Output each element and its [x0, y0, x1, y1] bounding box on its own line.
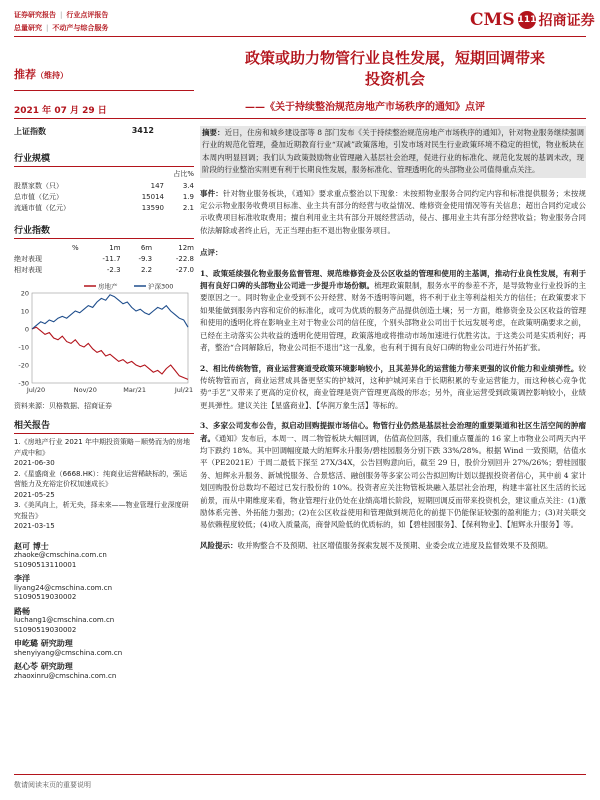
- cell: -11.7: [102, 254, 121, 263]
- y-tick-label: 0: [24, 325, 29, 334]
- event-text: 针对物业服务板块，《通知》要求重点整治以下现象：未按照物业服务合同约定内容和标准提供服务；未按规定公示物业服务收费项目标准、业主共有部分的经营与收益情况、维修资金使用情况等有关信息；超出合同约定或公示收费项目标准收取费用；擅自利用业主共有部分开展经营活动，侵占、挪用业主共有部分经营收益；物业服务合同依法解除或者终止后，无正当理由拒不退出物业服务项目。: [200, 188, 586, 235]
- col-header: 6m: [140, 243, 153, 252]
- table-row: [14, 202, 194, 213]
- x-tick-label: Nov/20: [73, 386, 97, 394]
- event-block: [200, 188, 586, 238]
- report-subtitle: ——《关于持续整治规范房地产市场秩序的通知》点评: [245, 102, 485, 113]
- header-tags-line1: 证券研究报告 | 行业点评报告: [14, 11, 109, 19]
- related-report-item[interactable]: [14, 500, 194, 532]
- main-content: [200, 126, 586, 552]
- row-label: 总市值（亿元）: [14, 192, 63, 201]
- row-label: 股票家数（只）: [14, 181, 63, 190]
- sector-name: 不动产与综合服务: [52, 24, 109, 32]
- rating: [14, 66, 68, 82]
- analyst-contact: [14, 542, 194, 571]
- y-tick-label: -20: [18, 361, 29, 370]
- x-tick-label: Jul/20: [26, 386, 46, 394]
- logo-cms-text: CMS: [470, 10, 515, 30]
- report-title: [200, 48, 590, 90]
- col-header: 12m: [178, 243, 194, 252]
- analyst-list: [14, 542, 194, 682]
- related-report-date: 2021-06-30: [14, 459, 55, 467]
- table-row: [14, 264, 194, 275]
- abstract-label: 摘要：: [202, 128, 225, 137]
- related-report-item[interactable]: [14, 469, 194, 501]
- row-label: 流通市值（亿元）: [14, 203, 70, 212]
- title-divider: [14, 118, 586, 119]
- comment-heading: 2、相比传统物管，商业运营赛道受政策环境影响较小，且其差异化的运营能力带来更强的议价能力和业绩弹性。: [200, 363, 579, 373]
- pct-header: 占比%: [173, 170, 194, 178]
- index-row: [14, 126, 194, 137]
- comment-item: [200, 420, 586, 532]
- row-value: 15014: [141, 192, 164, 201]
- comments-label: 点评：: [200, 248, 223, 258]
- analyst-name: 申屹璐 研究助理: [14, 639, 73, 648]
- row-value: 13590: [141, 203, 164, 212]
- industry-table: [14, 180, 194, 213]
- related-report-text: 2.《星盛商业（6668.HK）：纯商业运营稀缺标的，强运营能力及充裕定价权加速成长》: [14, 469, 188, 488]
- y-tick-label: -10: [18, 343, 29, 352]
- header-divider: [14, 36, 586, 37]
- y-tick-label: 10: [20, 307, 29, 316]
- table-row: [14, 191, 194, 202]
- rating-divider: [14, 90, 194, 91]
- analyst-cert: S1090519030002: [14, 625, 77, 634]
- row-pct: 2.1: [182, 203, 194, 212]
- analyst-email[interactable]: liyang24@cmschina.com.cn: [14, 583, 113, 592]
- analyst-name: 赵心苓 研究助理: [14, 662, 73, 671]
- cell: -9.3: [138, 254, 153, 263]
- title-line-2: 投资机会: [364, 70, 425, 88]
- comment-item: [200, 268, 586, 355]
- row-label: 相对表现: [14, 265, 42, 274]
- report-type: 证券研究报告: [14, 11, 56, 19]
- comment-item: [200, 363, 586, 413]
- left-sidebar: [14, 126, 194, 681]
- analyst-contact: [14, 662, 194, 681]
- industry-scale-title: 行业规模: [14, 154, 51, 164]
- related-report-date: 2021-05-25: [14, 490, 55, 499]
- rating-label: 推荐: [14, 68, 36, 81]
- related-list: [14, 437, 194, 532]
- cell: -27.0: [175, 265, 194, 274]
- related-divider: [14, 433, 194, 434]
- research-category: 总量研究: [14, 24, 42, 32]
- row-value: 147: [150, 181, 164, 190]
- related-reports-title: 相关报告: [14, 421, 51, 431]
- footer-note: 敬请阅读末页的重要说明: [14, 781, 91, 789]
- y-tick-label: 20: [20, 289, 29, 298]
- analyst-cert: S1090519030002: [14, 593, 77, 601]
- company-logo: [470, 10, 595, 30]
- title-line-1: 政策或助力物管行业良性发展，短期回调带来: [244, 49, 545, 67]
- industry-divider: [14, 166, 194, 167]
- comment-text: 较传统物管而言，商业运营成具备更坚实的护城河，这种护城河来自于长期积累的专业运营能力，而这种核心竞争优势“手艺”又带来了更高的定价权，商业管理是资产管理更高级的形态；另外，商业运营受到政策调控影响较小，业绩更具弹性。建议关注【星盛商业】、【华润万象生活】等标的。: [200, 363, 586, 410]
- analyst-contact: [14, 639, 194, 658]
- comments-block: [200, 247, 586, 532]
- risk-text: 收并购整合不及预期、社区增值服务探索发展不及预期、业委会成立进度及监督效果不及预期。: [237, 540, 553, 550]
- performance-table: [14, 242, 194, 275]
- analyst-name: 李洋: [14, 574, 30, 583]
- cell: 2.2: [140, 265, 153, 274]
- industry-index-title: 行业指数: [14, 226, 51, 236]
- analyst-contact: [14, 574, 194, 603]
- row-label: 绝对表现: [14, 254, 42, 263]
- series-line: [32, 295, 188, 329]
- analyst-email[interactable]: zhaoke@cmschina.com.cn: [14, 551, 107, 559]
- related-report-item[interactable]: [14, 437, 194, 469]
- table-row: [14, 253, 194, 264]
- analyst-email[interactable]: luchang1@cmschina.com.cn: [14, 616, 115, 624]
- performance-divider: [14, 238, 194, 239]
- col-header: %: [72, 243, 79, 252]
- logo-chinese-text: 招商证券: [538, 13, 595, 29]
- x-tick-label: Mar/21: [123, 386, 147, 394]
- cell: -2.3: [106, 265, 121, 274]
- rating-sub: （维持）: [36, 71, 68, 80]
- analyst-email[interactable]: shenyiyang@cmschina.com.cn: [14, 648, 123, 657]
- report-date: 2021 年 07 月 29 日: [14, 106, 107, 116]
- analyst-contact: [14, 607, 194, 636]
- performance-chart: [14, 279, 194, 397]
- index-label: 上证指数: [14, 127, 46, 136]
- event-label: 事件：: [200, 188, 223, 198]
- footer-divider: [14, 774, 586, 775]
- row-pct: 3.4: [182, 181, 194, 190]
- col-header: 1m: [109, 243, 121, 252]
- table-row: [14, 180, 194, 191]
- related-report-date: 2021-03-15: [14, 522, 55, 530]
- analyst-name: 赵可 博士: [14, 541, 49, 551]
- abstract-text: 近日，住房和城乡建设部等 8 部门发布《关于持续整治规范房地产市场秩序的通知》，针对物业服务继续强调行业的规范化管理，叠加近期教育行业“双减”政策落地，引发市场对民生行业政策环境不稳定的担忧，物业板块在本周内明显回调；我们认为政策鼓励物业管理融入基层社会治理，促进行业的标准化、规范化发展的基调未改，现阶段的行业整治实则更有利于长期良性发展，服务标准化、管理透明化的头部物业公司值得重点关注。: [202, 128, 584, 175]
- chart-source: 资料来源：贝格数据、招商证券: [14, 402, 112, 410]
- row-pct: 1.9: [182, 192, 194, 201]
- header-tags-line2: 总量研究 | 不动产与综合服务: [14, 24, 109, 32]
- analyst-cert: S1090513110001: [14, 560, 77, 569]
- analyst-email[interactable]: zhaoxinru@cmschina.com.cn: [14, 671, 117, 680]
- analyst-name: 路畅: [14, 606, 30, 616]
- related-report-text: 3.《美风向上，析无央，择未来——物业管理行业深度研究报告》: [14, 501, 189, 520]
- legend-label: 沪深300: [148, 282, 174, 291]
- cell: -22.8: [175, 254, 194, 263]
- comment-text: 梳理政策限制，服务水平的参差不齐，是导致物业行业投诉的主要原因之一。同时物业企业受到不公开经营、财务不透明等问题，将不利于业主等利益相关方的信任；在政策要求下如果能做到服务内容和定价的标准化，或可为优质的服务产品提供创造土壤；另一方面，维修资金及公区收益的管理和使用的透明化将在影响业主对于物业公司的信任度，个别头部物业公司出于长远发展考虑，在政策明确要求之前，已经在主动落实公共收益的透明化使用管理，政策落地或将推动市场加速进行优胜劣汰。于这类公司是实质利好；再者，整治“合同解除后，物业公司拒不退出”这一乱象，也有利于拥有良好口碑的物业公司进行外拓扩张。: [200, 281, 586, 353]
- risk-label: 风险提示：: [200, 540, 238, 550]
- comment-heading: 3、多家公司发布公告，拟启动回购提振市场信心。物管行业仍然是基层社会治理的重要渠道和社区生活空间的肿瘤者。: [200, 421, 586, 443]
- abstract-block: [200, 126, 586, 178]
- report-subtype: 行业点评报告: [66, 11, 109, 19]
- logo-mark-icon: 111: [518, 11, 536, 29]
- y-tick-label: -30: [18, 379, 29, 388]
- legend-label: 房地产: [98, 282, 118, 291]
- related-report-text: 1.《房地产行业 2021 年中期投资策略－顺势而为的房地产成中和》: [14, 438, 190, 457]
- comment-text: 《通知》发布后，本周一、周二物管板块大幅回调，估值高位回落，我们重点覆盖的 16 家上市物业公司两天内平均下跌约 18%。其中回调幅度最大的旭辉永升服务/碧桂园服务分别下跌 33%/28%。根据 Wind 一致预期，估值水平（PE2021E）于周二最低下探至 27X/34X，公告回购意向后，截至 29 日，股价分别回升 27%/26%；碧桂园服务、旭辉永升服务、新城悦服务、合景悠活、融创服务等多家公司公告拟回购计划以提振投资者信心，其中前 4 家计划回购股份总数均不超过已发行股份的 10%。投资者应关注物管板块融入基层社会治理，构建丰富社区生活的长远前景，而从中期维度来看，物业管理行业仍处在业绩高增长阶段，短期回调反而带来投资机会，建议重点关注：(1)激励体系完善、外拓能力强劲；(2)在公区收益使用和管理做到规范化的前提下仍能保证较强的盈利能力；(3)对关联交易依赖程度较低；(4)收入质量高，商誉风险低的优质标的，如【碧桂园服务】、【保利物业】、【旭辉永升服务】等。: [200, 433, 587, 530]
- table-header-row: [14, 242, 194, 253]
- comment-heading: 1、政策延续强化物业服务监督管理、规范维修资金及公区收益的管理和使用的主基调，推动行业良性发展，有利于拥有良好口碑的头部物业公司进一步提升市场份额。: [200, 268, 586, 291]
- x-tick-label: Jul/21: [174, 386, 194, 394]
- index-value: 3412: [131, 126, 154, 135]
- risk-block: [200, 540, 586, 552]
- series-line: [32, 327, 188, 379]
